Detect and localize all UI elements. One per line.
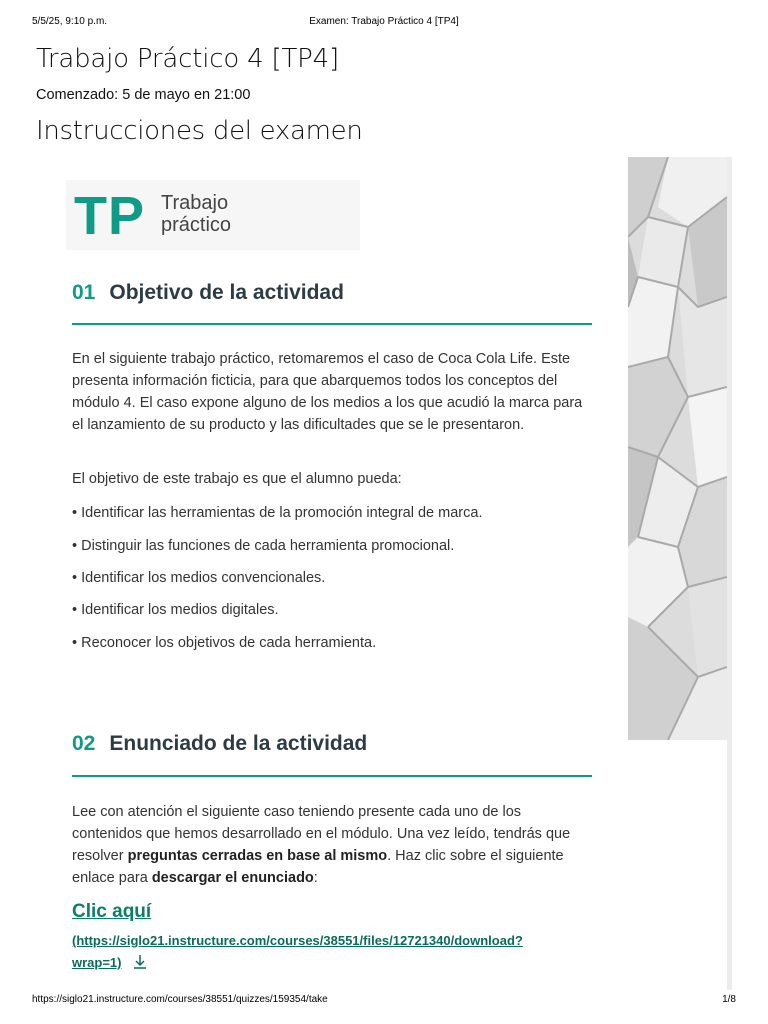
enunciado-text: : (313, 870, 318, 886)
download-link[interactable]: Clic aquí (72, 901, 152, 922)
enunciado-text: . Haz clic sobre el siguiente enlace para (72, 848, 564, 886)
print-datetime: 5/5/25, 9:10 p.m. (32, 16, 108, 27)
objective-bullet: • Identificar los medios digitales. (72, 602, 279, 618)
enunciado-text: Lee con atención el siguiente caso teniendo presente cada uno de los contenidos que hemos desarrollado en el módulo. Una vez leído, tendrás que resolver (72, 804, 571, 864)
print-footer (32, 994, 736, 1008)
section-divider (72, 323, 592, 325)
download-icon[interactable] (133, 954, 147, 970)
enunciado-bold-questions: preguntas cerradas en base al mismo (127, 848, 388, 864)
section-number: 01 (72, 281, 96, 304)
print-footer-url: https://siglo21.instructure.com/courses/38551/quizzes/159354/take (32, 994, 328, 1005)
instructions-heading: Instrucciones del examen (36, 116, 363, 146)
enunciado-paragraph (72, 801, 592, 889)
page-scroll-strip (727, 157, 732, 990)
download-link-url[interactable] (72, 930, 592, 974)
section-title: Objetivo de la actividad (109, 281, 344, 304)
print-page-number: 1/8 (722, 994, 736, 1005)
section-title: Enunciado de la actividad (109, 732, 368, 755)
enunciado-bold-download: descargar el enunciado (151, 870, 314, 886)
section-number: 02 (72, 732, 96, 755)
section-heading-objetivo (72, 281, 592, 305)
quiz-title: Trabajo Práctico 4 [TP4] (36, 44, 339, 74)
tp-logo (66, 180, 360, 250)
tp-logo-text (161, 192, 231, 236)
objective-intro: El objetivo de este trabajo es que el alumno pueda: (72, 471, 402, 487)
tp-logo-line1: Trabajo (161, 192, 229, 214)
objective-bullet: • Identificar los medios convencionales. (72, 570, 326, 586)
objective-paragraph: En el siguiente trabajo práctico, retomaremos el caso de Coca Cola Life. Este presenta información ficticia, para que abarquemos todos los conceptos del módulo 4. El caso expone alguno de los medios a los que acudió la marca para el lanzamiento de su producto y las dificultades que se le presentaron. (72, 351, 583, 433)
objective-bullet: • Reconocer los objetivos de cada herramienta. (72, 635, 377, 651)
section-divider (72, 775, 592, 777)
tp-logo-letters: TP (74, 186, 146, 246)
objective-bullet: • Identificar las herramientas de la promoción integral de marca. (72, 505, 483, 521)
download-url-line2[interactable]: wrap=1) (72, 955, 122, 970)
quiz-started-time: Comenzado: 5 de mayo en 21:00 (36, 87, 251, 103)
section-heading-enunciado (72, 732, 592, 756)
print-header (32, 16, 736, 30)
objective-bullet: • Distinguir las funciones de cada herramienta promocional. (72, 538, 455, 554)
banner-image (628, 157, 727, 740)
tp-logo-line2: práctico (161, 214, 232, 236)
download-url-line1[interactable]: (https://siglo21.instructure.com/courses/38551/files/12721340/download? (72, 933, 523, 948)
print-doc-title: Examen: Trabajo Práctico 4 [TP4] (309, 16, 459, 27)
